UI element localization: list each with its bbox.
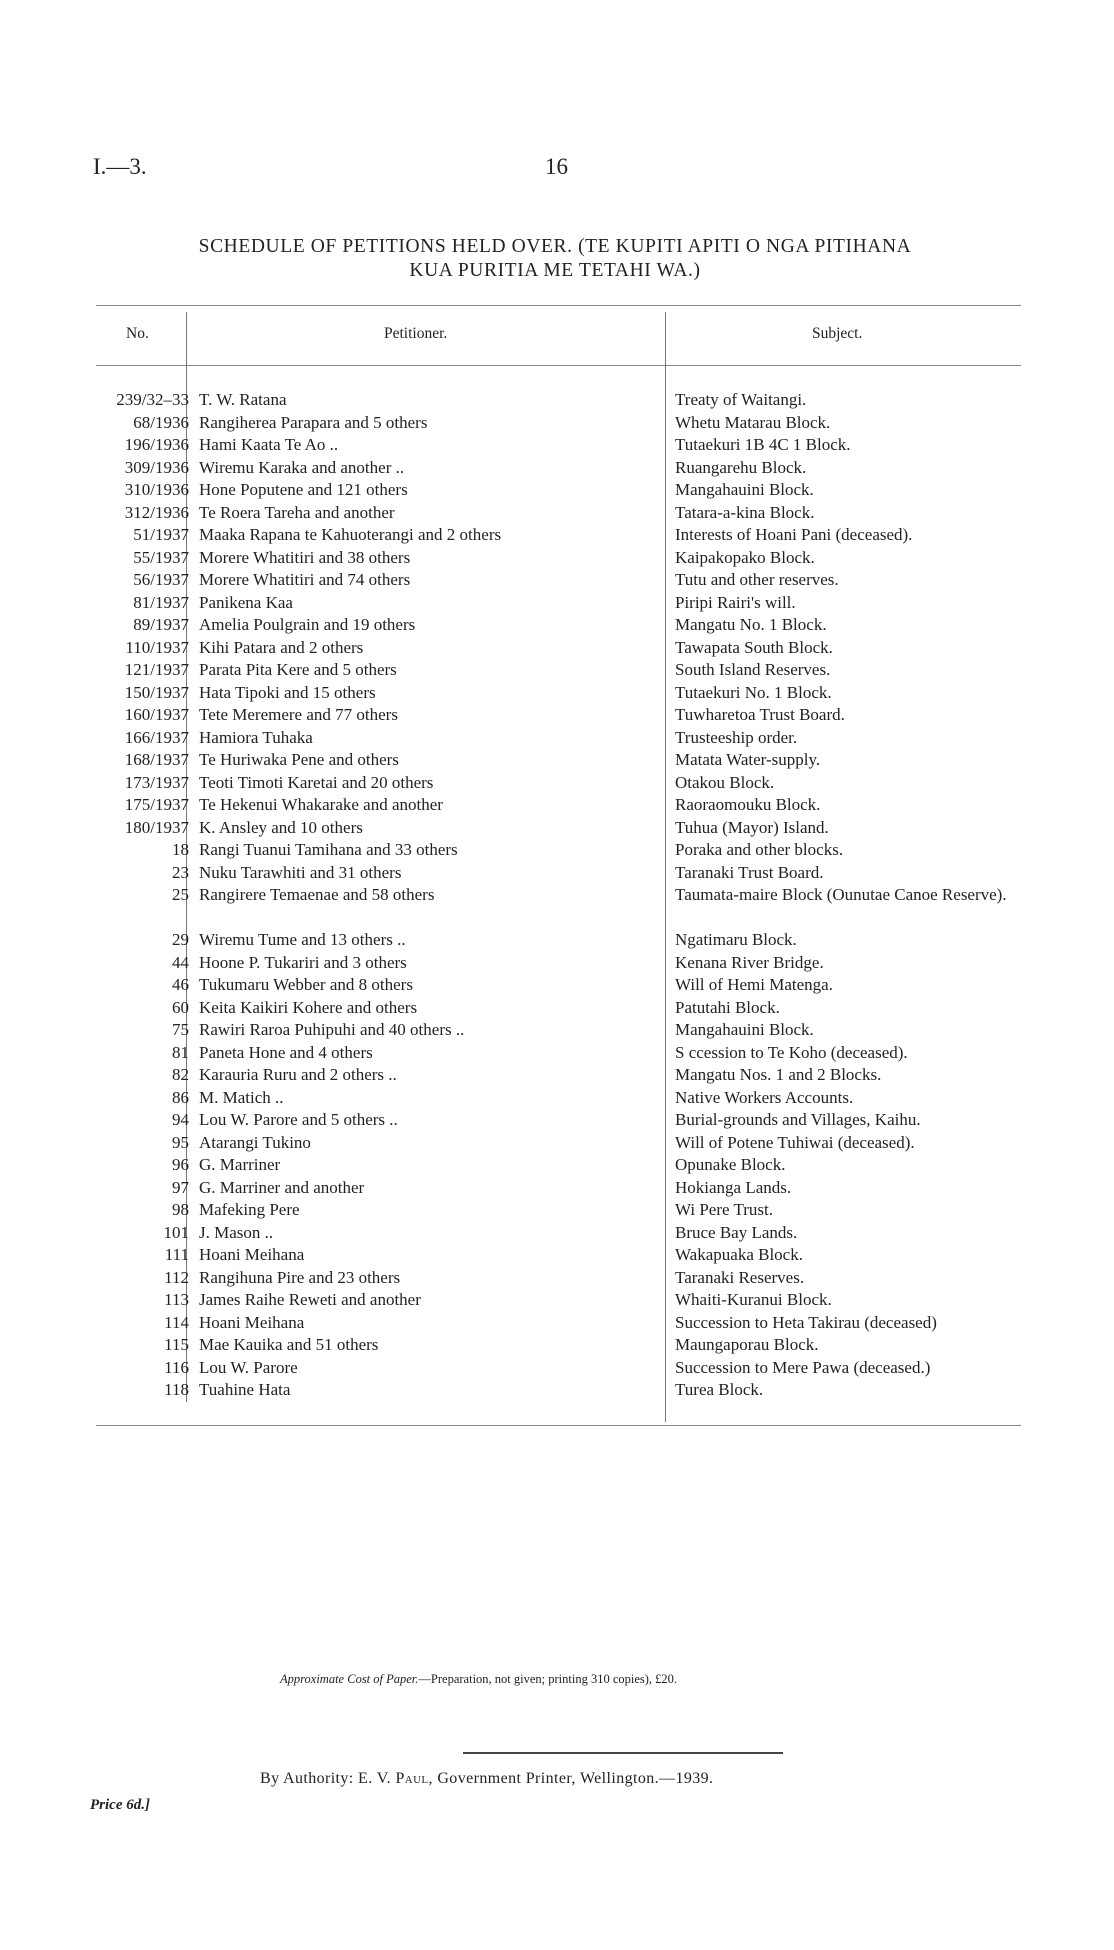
petitioner-name [199, 434, 342, 457]
table-row [0, 862, 1114, 885]
page-reference: I.—3. [93, 154, 147, 179]
petitioner-text: Hata Tipoki and 15 others [199, 683, 380, 702]
petitioner-name [199, 1267, 404, 1290]
petitioner-text: Mae Kauika and 51 others [199, 1335, 382, 1354]
petition-subject: Poraka and other blocks. [675, 840, 844, 859]
table-row [0, 1357, 1114, 1380]
petitioner-name [199, 839, 462, 862]
petition-number: 115 [164, 1335, 189, 1354]
table-row [0, 592, 1114, 615]
petition-subject: South Island Reserves. [675, 660, 831, 679]
table-row [0, 434, 1114, 457]
table-row [0, 952, 1114, 975]
table-row [0, 794, 1114, 817]
petition-subject: Wakapuaka Block. [675, 1245, 803, 1264]
table-row [0, 524, 1114, 547]
petition-subject: Kenana River Bridge. [675, 952, 824, 972]
petitioner-name [199, 1132, 315, 1155]
petitioner-text: Paneta Hone and 4 others [199, 1043, 377, 1062]
authority-line [260, 1770, 713, 1788]
petitioner-name [199, 389, 291, 412]
table-row [0, 547, 1114, 570]
petitioner-text: Tete Meremere and 77 others [199, 705, 402, 724]
table-row [0, 1222, 1114, 1245]
petition-number: 114 [164, 1312, 189, 1332]
title-line-1: SCHEDULE OF PETITIONS HELD OVER. (TE KUPITI APITI O NGA PITIHANA [198, 236, 912, 257]
cost-label: Approximate Cost of Paper. [280, 1672, 419, 1686]
petition-number: 173/1937 [124, 772, 189, 792]
printer-name: Paul [395, 1770, 429, 1787]
petition-subject: Hokianga Lands. [675, 1177, 792, 1197]
petition-subject: Tutaekuri No. 1 Block. [675, 682, 832, 702]
petition-number: 112 [164, 1267, 189, 1287]
petition-number: 118 [164, 1380, 189, 1399]
table-header-rule [96, 365, 1021, 366]
petitioner-text: Te Roera Tareha and another [199, 503, 399, 522]
table-row [0, 839, 1114, 862]
petitioner-name [199, 457, 408, 480]
petition-number: 23 [172, 862, 189, 882]
petitioner-name [199, 479, 412, 502]
petition-number: 121/1937 [124, 660, 189, 679]
petitioner-name [199, 952, 411, 975]
petition-number: 97 [172, 1177, 189, 1197]
petition-subject: Will of Hemi Matenga. [675, 975, 833, 994]
petitioner-text: Hamiora Tuhaka [199, 728, 317, 747]
petitioner-name [199, 1087, 288, 1110]
petitioner-text: Rangihuna Pire and 23 others [199, 1268, 404, 1287]
petition-number: 46 [172, 975, 189, 994]
petitioner-text: G. Marriner [199, 1155, 284, 1174]
table-row [0, 479, 1114, 502]
petitioner-text: Karauria Ruru and 2 others .. [199, 1065, 401, 1084]
petitioner-text: Hami Kaata Te Ao .. [199, 435, 342, 454]
schedule-title [110, 235, 1000, 283]
petition-subject: Mangatu No. 1 Block. [675, 615, 827, 634]
authority-prefix: By Authority: E. V. [260, 1770, 392, 1787]
petitioner-text: Rawiri Raroa Puhipuhi and 40 others .. [199, 1020, 468, 1039]
petition-number: 113 [164, 1290, 189, 1309]
petitioner-text: J. Mason .. [199, 1223, 277, 1242]
petition-number: 56/1937 [133, 570, 189, 589]
petition-number: 68/1936 [133, 412, 189, 432]
petition-subject: Wi Pere Trust. [675, 1200, 774, 1219]
petitioner-text: Hoone P. Tukariri and 3 others [199, 953, 411, 972]
petition-subject: Taranaki Trust Board. [675, 862, 824, 882]
petitioner-name [199, 727, 317, 750]
table-row [0, 659, 1114, 682]
table-top-rule [96, 305, 1021, 306]
petitioner-name [199, 884, 438, 907]
petitioner-name [199, 614, 419, 637]
table-row [0, 772, 1114, 795]
petitioner-text: Tukumaru Webber and 8 others [199, 975, 417, 994]
petition-number: 86 [172, 1087, 189, 1107]
table-row [0, 412, 1114, 435]
petition-subject: Raoraomouku Block. [675, 795, 821, 814]
petitioner-text: Hoani Meihana [199, 1245, 308, 1264]
petitions-table-body [0, 389, 1114, 1402]
petitioner-name [199, 772, 437, 795]
petitioner-text: Keita Kaikiri Kohere and others [199, 998, 421, 1017]
petitioner-text: Amelia Poulgrain and 19 others [199, 615, 419, 634]
petition-number: 82 [172, 1065, 189, 1084]
petitioner-name [199, 1312, 308, 1335]
petition-subject: Trusteeship order. [675, 727, 798, 747]
table-row [0, 1042, 1114, 1065]
cost-note [280, 1672, 677, 1687]
petition-subject: Whaiti-Kuranui Block. [675, 1290, 832, 1309]
col-header-petitioner: Petitioner. [384, 325, 448, 342]
table-row [0, 1132, 1114, 1155]
petition-number: 75 [172, 1020, 189, 1039]
petition-number: 95 [172, 1132, 189, 1152]
petition-number: 96 [172, 1155, 189, 1174]
cost-text: —Preparation, not given; printing 310 copies), £20. [418, 1672, 678, 1686]
petition-number: 101 [163, 1222, 189, 1242]
petitioner-text: Maaka Rapana te Kahuoterangi and 2 others [199, 525, 505, 544]
table-row [0, 1087, 1114, 1110]
petition-number: 180/1937 [124, 817, 189, 837]
col-header-no: No. [126, 325, 149, 342]
petition-subject: Whetu Matarau Block. [675, 412, 831, 432]
petition-number: 81/1937 [133, 592, 189, 612]
table-row [0, 1019, 1114, 1042]
petitioner-name [199, 637, 367, 660]
petition-subject: Native Workers Accounts. [675, 1087, 854, 1107]
petition-subject: Taumata-maire Block (Ounutae Canoe Reserve). [675, 885, 1007, 904]
petitioner-text: Hone Poputene and 121 others [199, 480, 412, 499]
petitioner-name [199, 1154, 284, 1177]
page-number: 16 [545, 154, 568, 179]
table-row [0, 727, 1114, 750]
petition-number: 309/1936 [124, 457, 189, 477]
petitioner-name [199, 997, 421, 1020]
petition-subject: Patutahi Block. [675, 997, 780, 1017]
petition-subject: Tuwharetoa Trust Board. [675, 705, 845, 724]
petition-number: 29 [172, 930, 189, 949]
table-row [0, 682, 1114, 705]
table-row [0, 569, 1114, 592]
petitioner-text: Parata Pita Kere and 5 others [199, 660, 401, 679]
petitioner-name [199, 412, 431, 435]
table-row [0, 389, 1114, 412]
petition-subject: Burial-grounds and Villages, Kaihu. [675, 1110, 921, 1129]
table-row [0, 1154, 1114, 1177]
petitioner-name [199, 1289, 425, 1312]
petition-number: 25 [172, 885, 189, 904]
petitioner-text: Rangi Tuanui Tamihana and 33 others [199, 840, 462, 859]
petition-subject: Tatara-a-kina Block. [675, 502, 815, 522]
petition-subject: Interests of Hoani Pani (deceased). [675, 525, 913, 544]
footer-rule [463, 1752, 783, 1754]
petitioner-name [199, 1357, 302, 1380]
table-row [0, 974, 1114, 997]
petition-subject: Matata Water-supply. [675, 750, 821, 769]
petition-subject: Taranaki Reserves. [675, 1267, 805, 1287]
table-bottom-rule [96, 1425, 1021, 1426]
petitioner-text: Rangiherea Parapara and 5 others [199, 413, 431, 432]
petition-subject: Ngatimaru Block. [675, 930, 797, 949]
petition-number: 239/32–33 [116, 390, 189, 409]
petitioner-text: Wiremu Karaka and another .. [199, 458, 408, 477]
petitioner-text: T. W. Ratana [199, 390, 291, 409]
petitioner-text: Teoti Timoti Karetai and 20 others [199, 773, 437, 792]
petitioner-name [199, 1177, 368, 1200]
petitioner-name [199, 682, 380, 705]
petitioner-name [199, 1222, 277, 1245]
petitioner-name [199, 1109, 402, 1132]
petitioner-text: Wiremu Tume and 13 others .. [199, 930, 410, 949]
petition-number: 81 [172, 1042, 189, 1062]
petition-number: 60 [172, 997, 189, 1017]
petition-subject: Turea Block. [675, 1380, 764, 1399]
petitioner-name [199, 704, 402, 727]
table-row [0, 1267, 1114, 1290]
petitioner-name [199, 547, 414, 570]
petition-subject: Otakou Block. [675, 772, 775, 792]
table-row [0, 457, 1114, 480]
petition-subject: Will of Potene Tuhiwai (deceased). [675, 1132, 915, 1152]
table-row [0, 1109, 1114, 1132]
table-row [0, 637, 1114, 660]
petition-number: 160/1937 [124, 705, 189, 724]
petition-subject: Bruce Bay Lands. [675, 1222, 798, 1242]
petition-number: 89/1937 [133, 615, 189, 634]
petition-number: 196/1936 [124, 435, 189, 454]
table-row [0, 1244, 1114, 1267]
petition-subject: Tutu and other reserves. [675, 570, 839, 589]
petitioner-name [199, 1334, 382, 1357]
petitioner-name [199, 1379, 294, 1402]
petitioner-text: G. Marriner and another [199, 1178, 368, 1197]
petition-subject: Piripi Rairi's will. [675, 592, 796, 612]
petition-subject: Treaty of Waitangi. [675, 390, 807, 409]
table-row [0, 884, 1114, 929]
table-row [0, 704, 1114, 727]
petition-number: 312/1936 [124, 502, 189, 522]
table-row [0, 1289, 1114, 1312]
table-row [0, 614, 1114, 637]
table-row [0, 1312, 1114, 1335]
petitioner-text: Atarangi Tukino [199, 1133, 315, 1152]
petition-number: 55/1937 [133, 547, 189, 567]
petition-number: 175/1937 [124, 795, 189, 814]
petitioner-name [199, 862, 405, 885]
petitioner-text: Hoani Meihana [199, 1313, 308, 1332]
petition-subject: Maungaporau Block. [675, 1335, 819, 1354]
petition-subject: Tuhua (Mayor) Island. [675, 817, 829, 837]
petitioner-text: Te Huriwaka Pene and others [199, 750, 403, 769]
table-row [0, 817, 1114, 840]
petition-number: 18 [172, 840, 189, 859]
petition-number: 94 [172, 1110, 189, 1129]
petitioner-name [199, 1064, 401, 1087]
petition-number: 111 [164, 1245, 189, 1264]
petitioner-text: Morere Whatitiri and 74 others [199, 570, 414, 589]
petitioner-text: M. Matich .. [199, 1088, 288, 1107]
table-row [0, 1379, 1114, 1402]
petition-subject: Mangatu Nos. 1 and 2 Blocks. [675, 1065, 882, 1084]
col-header-subject: Subject. [812, 325, 863, 342]
petitioner-text: Te Hekenui Whakarake and another [199, 795, 447, 814]
petitioner-name [199, 659, 401, 682]
petitioner-name [199, 524, 505, 547]
petition-number: 168/1937 [124, 750, 189, 769]
petitioner-text: Rangirere Temaenae and 58 others [199, 885, 438, 904]
petitioner-text: Morere Whatitiri and 38 others [199, 548, 414, 567]
petitioner-name [199, 1244, 308, 1267]
petition-subject: Kaipakopako Block. [675, 547, 815, 567]
authority-suffix: , Government Printer, Wellington.—1939. [428, 1770, 714, 1787]
petitioner-name [199, 817, 367, 840]
petition-number: 51/1937 [133, 525, 189, 544]
table-row [0, 997, 1114, 1020]
table-row [0, 1334, 1114, 1357]
petitioner-name [199, 974, 417, 997]
petitioner-text: Tuahine Hata [199, 1380, 294, 1399]
petitioner-name [199, 1042, 377, 1065]
table-row [0, 1064, 1114, 1087]
petition-subject: Opunake Block. [675, 1155, 786, 1174]
table-row [0, 1199, 1114, 1222]
price-note: Price 6d.] [90, 1797, 150, 1813]
petition-subject: Tawapata South Block. [675, 637, 833, 657]
petitioner-text: Panikena Kaa [199, 593, 297, 612]
petition-number: 310/1936 [124, 480, 189, 499]
petition-number: 150/1937 [124, 682, 189, 702]
petition-subject: Succession to Mere Pawa (deceased.) [675, 1357, 931, 1377]
petitioner-name [199, 794, 447, 817]
petitioner-text: Lou W. Parore and 5 others .. [199, 1110, 402, 1129]
table-row [0, 502, 1114, 525]
petition-subject: Succession to Heta Takirau (deceased) [675, 1312, 937, 1332]
petitioner-name [199, 929, 410, 952]
petition-subject: Mangahauini Block. [675, 1020, 814, 1039]
petition-subject: S ccession to Te Koho (deceased). [675, 1042, 908, 1062]
petition-number: 110/1937 [125, 637, 189, 657]
petitioner-name [199, 1199, 304, 1222]
title-line-2: KUA PURITIA ME TETAHI WA.) [409, 260, 701, 281]
petitioner-text: Nuku Tarawhiti and 31 others [199, 863, 405, 882]
petitioner-text: James Raihe Reweti and another [199, 1290, 425, 1309]
petition-number: 44 [172, 952, 189, 972]
petitioner-text: Lou W. Parore [199, 1358, 302, 1377]
table-row [0, 929, 1114, 952]
petition-number: 98 [172, 1200, 189, 1219]
petitioner-text: Mafeking Pere [199, 1200, 304, 1219]
petition-subject: Tutaekuri 1B 4C 1 Block. [675, 435, 851, 454]
petition-subject: Ruangarehu Block. [675, 457, 807, 477]
table-row [0, 749, 1114, 772]
petition-number: 116 [164, 1357, 189, 1377]
petitioner-text: K. Ansley and 10 others [199, 818, 367, 837]
petitioner-text: Kihi Patara and 2 others [199, 638, 367, 657]
petitioner-name [199, 569, 414, 592]
table-row [0, 1177, 1114, 1200]
petition-number: 166/1937 [124, 727, 189, 747]
petition-subject: Mangahauini Block. [675, 480, 814, 499]
petitioner-name [199, 592, 297, 615]
petitioner-name [199, 749, 403, 772]
petitioner-name [199, 1019, 468, 1042]
petitioner-name [199, 502, 399, 525]
